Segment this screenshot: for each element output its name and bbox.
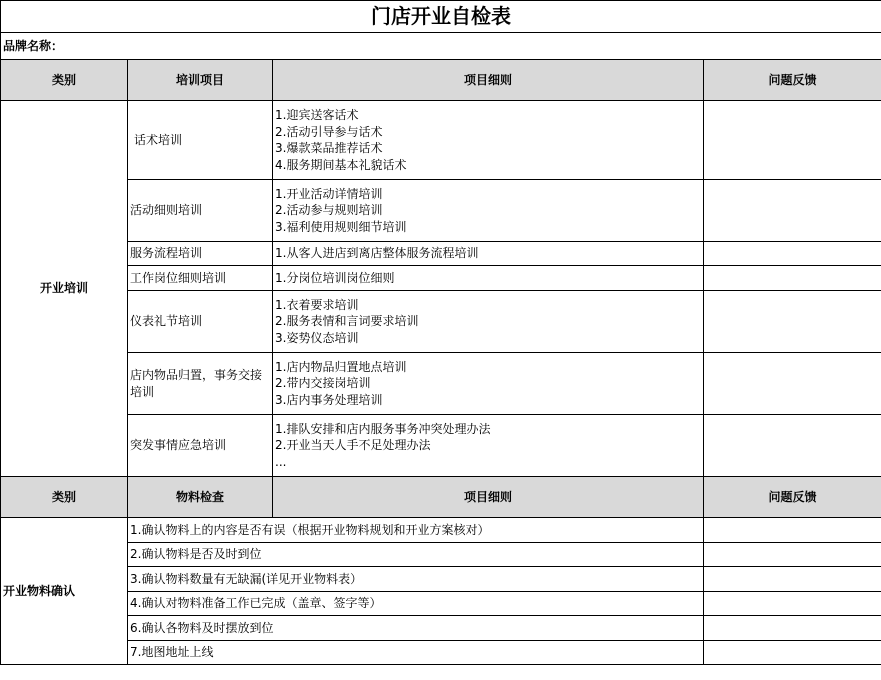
table-row [1, 640, 881, 665]
material-check-item: 3.确认物料数量有无缺漏(详见开业物料表） [128, 567, 704, 592]
feedback-cell[interactable] [704, 101, 881, 180]
page-title: 门店开业自检表 [1, 1, 881, 33]
header-feedback: 问题反馈 [704, 60, 881, 101]
training-item: 突发事情应急培训 [128, 415, 273, 477]
table-row [1, 518, 881, 543]
feedback-cell[interactable] [704, 518, 881, 543]
detail-line: 2.服务表情和言词要求培训 [275, 314, 419, 329]
detail-line: 1.店内物品归置地点培训 [275, 359, 407, 374]
header-feedback: 问题反馈 [704, 477, 881, 518]
detail-line: 3.姿势仪态培训 [275, 330, 359, 345]
detail-line: 3.店内事务处理培训 [275, 392, 383, 407]
item-details [273, 242, 704, 266]
item-details [273, 415, 704, 477]
detail-line: ... [275, 454, 287, 469]
feedback-cell[interactable] [704, 353, 881, 415]
feedback-cell[interactable] [704, 415, 881, 477]
feedback-cell[interactable] [704, 266, 881, 291]
detail-line: 1.排队安排和店内服务事务冲突处理办法 [275, 421, 491, 436]
header-details: 项目细则 [273, 477, 704, 518]
header-category: 类别 [1, 477, 128, 518]
training-item: 活动细则培训 [128, 180, 273, 242]
feedback-cell[interactable] [704, 591, 881, 616]
feedback-cell[interactable] [704, 567, 881, 592]
table-row [1, 180, 881, 242]
training-item: 店内物品归置，事务交接培训 [128, 353, 273, 415]
detail-line: 1.从客人进店到离店整体服务流程培训 [275, 246, 479, 261]
table-row [1, 353, 881, 415]
item-details [273, 266, 704, 291]
material-check-item: 1.确认物料上的内容是否有误（根据开业物料规划和开业方案核对） [128, 518, 704, 543]
header-details: 项目细则 [273, 60, 704, 101]
detail-line: 4.服务期间基本礼貌话术 [275, 157, 407, 172]
detail-line: 2.活动引导参与话术 [275, 124, 383, 139]
material-check-item: 2.确认物料是否及时到位 [128, 542, 704, 567]
detail-line: 2.带内交接岗培训 [275, 376, 371, 391]
table-row [1, 542, 881, 567]
table-row [1, 567, 881, 592]
feedback-cell[interactable] [704, 640, 881, 665]
brand-name-label: 品牌名称： [1, 33, 881, 60]
category-material-confirmation: 开业物料确认 [1, 518, 128, 665]
table-row [1, 101, 881, 180]
feedback-cell[interactable] [704, 242, 881, 266]
material-check-item: 7.地图地址上线 [128, 640, 704, 665]
table-row [1, 591, 881, 616]
category-opening-training: 开业培训 [1, 101, 128, 477]
item-details [273, 353, 704, 415]
item-details [273, 180, 704, 242]
training-item: 工作岗位细则培训 [128, 266, 273, 291]
detail-line: 3.爆款菜品推荐话术 [275, 141, 383, 155]
table-row [1, 291, 881, 353]
material-check-item: 4.确认对物料准备工作已完成（盖章、签字等） [128, 591, 704, 616]
training-item: 服务流程培训 [128, 242, 273, 266]
material-check-item: 6.确认各物料及时摆放到位 [128, 616, 704, 641]
detail-line: 1.衣着要求培训 [275, 297, 359, 312]
item-details [273, 101, 704, 180]
training-item: 话术培训 [128, 101, 273, 180]
table-row [1, 242, 881, 266]
feedback-cell[interactable] [704, 291, 881, 353]
detail-line: 1.迎宾送客话术 [275, 108, 359, 122]
table-row [1, 266, 881, 291]
training-item: 仪表礼节培训 [128, 291, 273, 353]
header-material-check: 物料检查 [128, 477, 273, 518]
table-row [1, 415, 881, 477]
item-details [273, 291, 704, 353]
table-row [1, 616, 881, 641]
detail-line: 3.福利使用规则细节培训 [275, 219, 407, 234]
detail-line: 1.开业活动详情培训 [275, 186, 383, 201]
feedback-cell[interactable] [704, 616, 881, 641]
feedback-cell[interactable] [704, 180, 881, 242]
detail-line: 1.分岗位培训岗位细则 [275, 270, 395, 285]
header-training-item: 培训项目 [128, 60, 273, 101]
detail-line: 2.开业当天人手不足处理办法 [275, 438, 431, 453]
feedback-cell[interactable] [704, 542, 881, 567]
header-category: 类别 [1, 60, 128, 101]
detail-line: 2.活动参与规则培训 [275, 203, 383, 218]
